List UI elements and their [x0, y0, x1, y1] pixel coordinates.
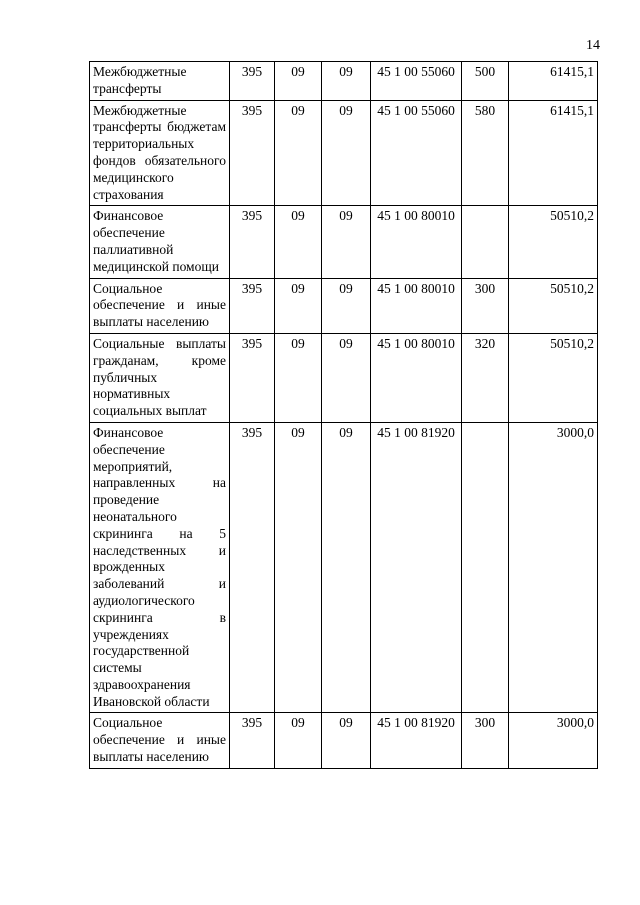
expense-type-code: 300 — [462, 278, 509, 333]
expense-type-code: 320 — [462, 333, 509, 422]
amount: 3000,0 — [509, 713, 598, 768]
subsection-code: 09 — [322, 422, 371, 713]
expense-type-code — [462, 422, 509, 713]
target-article-code: 45 1 00 81920 — [371, 713, 462, 768]
amount: 50510,2 — [509, 206, 598, 278]
expense-type-code — [462, 206, 509, 278]
section-code: 09 — [275, 206, 322, 278]
ved-code: 395 — [230, 62, 275, 101]
ved-code: 395 — [230, 206, 275, 278]
row-name: Финансовое обеспечение мероприятий, направленных на проведение неонатального скрининга на 5 наследственных и врожденных заболеваний и аудиологического скрининга в учреждениях государственной системы здравоохранения Ивановской области — [90, 422, 230, 713]
amount: 61415,1 — [509, 62, 598, 101]
row-name: Межбюджетные трансферты бюджетам территориальных фондов обязательного медицинского страхования — [90, 100, 230, 206]
section-code: 09 — [275, 100, 322, 206]
amount: 50510,2 — [509, 278, 598, 333]
subsection-code: 09 — [322, 333, 371, 422]
target-article-code: 45 1 00 55060 — [371, 62, 462, 101]
table-row — [90, 206, 598, 278]
section-code: 09 — [275, 333, 322, 422]
row-name: Социальное обеспечение и иные выплаты населению — [90, 713, 230, 768]
row-name: Финансовое обеспечение паллиативной медицинской помощи — [90, 206, 230, 278]
subsection-code: 09 — [322, 62, 371, 101]
subsection-code: 09 — [322, 278, 371, 333]
target-article-code: 45 1 00 80010 — [371, 206, 462, 278]
ved-code: 395 — [230, 100, 275, 206]
table-row — [90, 278, 598, 333]
subsection-code: 09 — [322, 100, 371, 206]
table-row — [90, 62, 598, 101]
subsection-code: 09 — [322, 206, 371, 278]
row-name: Межбюджетные трансферты — [90, 62, 230, 101]
amount: 50510,2 — [509, 333, 598, 422]
table-row — [90, 100, 598, 206]
amount: 61415,1 — [509, 100, 598, 206]
expense-type-code: 580 — [462, 100, 509, 206]
table-row — [90, 333, 598, 422]
page-number: 14 — [586, 38, 600, 53]
table-row — [90, 422, 598, 713]
row-name: Социальные выплаты гражданам, кроме публичных нормативных социальных выплат — [90, 333, 230, 422]
amount: 3000,0 — [509, 422, 598, 713]
section-code: 09 — [275, 713, 322, 768]
target-article-code: 45 1 00 80010 — [371, 278, 462, 333]
ved-code: 395 — [230, 278, 275, 333]
ved-code: 395 — [230, 713, 275, 768]
section-code: 09 — [275, 422, 322, 713]
section-code: 09 — [275, 278, 322, 333]
table-row — [90, 713, 598, 768]
target-article-code: 45 1 00 81920 — [371, 422, 462, 713]
budget-table — [89, 61, 598, 769]
expense-type-code: 300 — [462, 713, 509, 768]
row-name: Социальное обеспечение и иные выплаты населению — [90, 278, 230, 333]
ved-code: 395 — [230, 422, 275, 713]
target-article-code: 45 1 00 55060 — [371, 100, 462, 206]
target-article-code: 45 1 00 80010 — [371, 333, 462, 422]
expense-type-code: 500 — [462, 62, 509, 101]
subsection-code: 09 — [322, 713, 371, 768]
ved-code: 395 — [230, 333, 275, 422]
section-code: 09 — [275, 62, 322, 101]
